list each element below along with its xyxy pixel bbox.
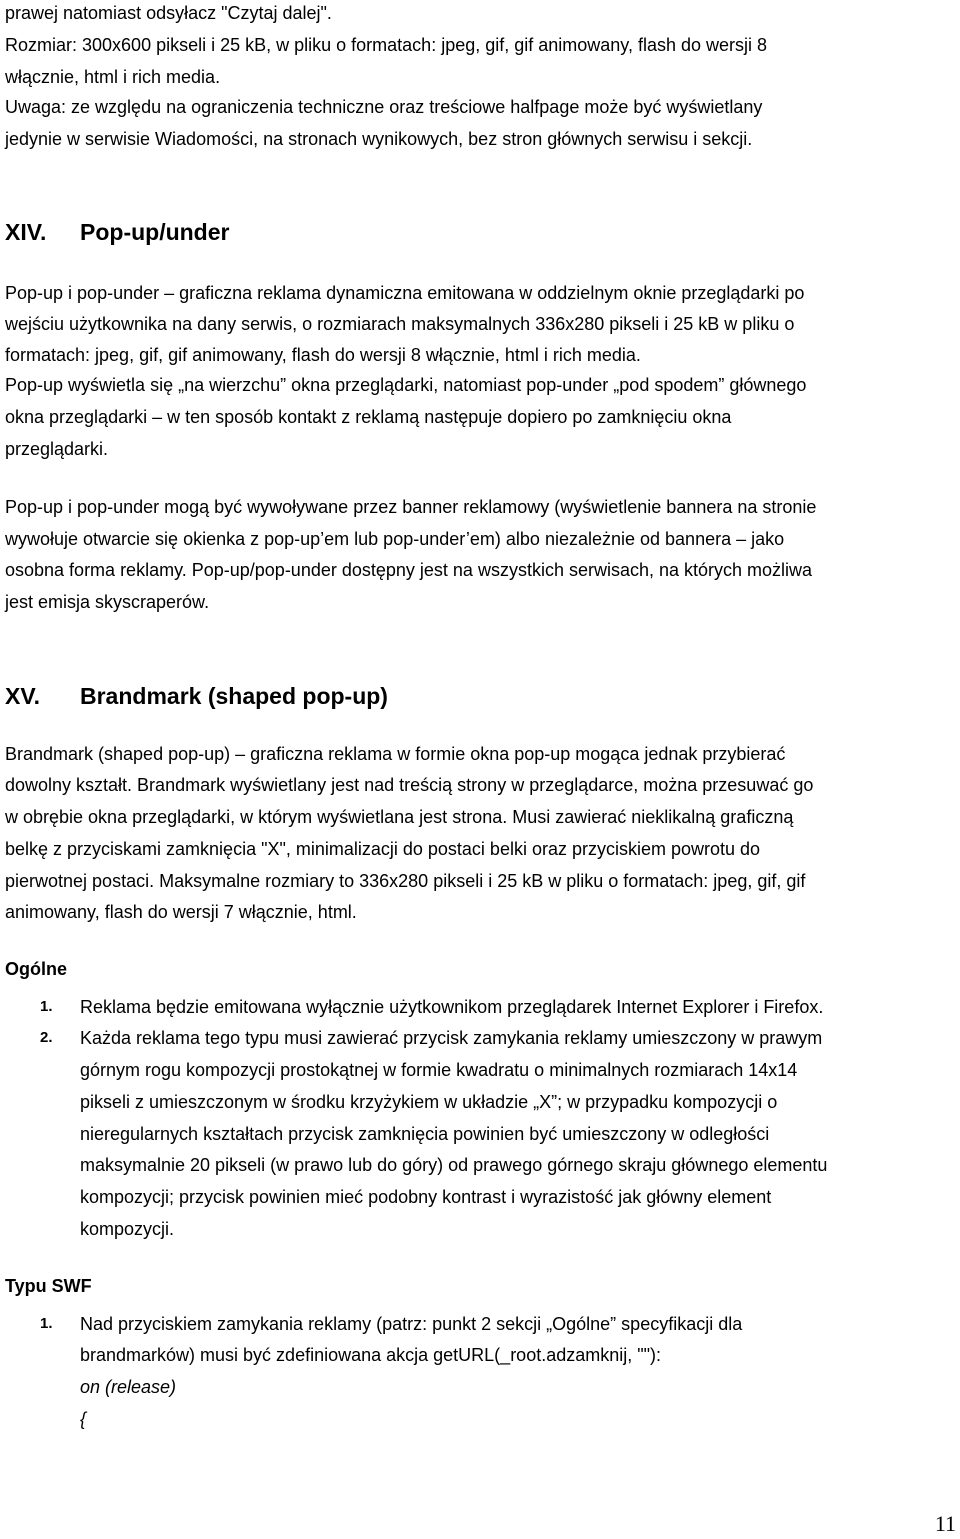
text-line: Pop-up i pop-under mogą być wywoływane przez banner reklamowy (wyświetlenie bannera na stronie — [5, 497, 817, 517]
text-line: belkę z przyciskami zamknięcia "X", minimalizacji do postaci belki oraz przyciskiem powrotu do — [5, 839, 761, 859]
list-item-line: maksymalnie 20 pikseli (w prawo lub do góry) od prawego górnego skraju głównego elementu — [80, 1155, 828, 1175]
list-number: 1. — [40, 1315, 53, 1332]
list-item-line: górnym rogu kompozycji prostokątnej w formie kwadratu o minimalnych rozmiarach 14x14 — [80, 1060, 798, 1080]
text-line: osobna forma reklamy. Pop-up/pop-under dostępny jest na wszystkich serwisach, na których możliwa — [5, 560, 813, 580]
list-number: 1. — [40, 998, 53, 1015]
subsection-heading: Typu SWF — [5, 1276, 92, 1296]
text-line: wywołuje otwarcie się okienka z pop-up’em lub pop-under’em) albo niezależnie od bannera – jako — [5, 529, 785, 549]
code-line: { — [80, 1409, 87, 1429]
list-item-line: pikseli z umieszczonym w środku krzyżykiem w układzie „X”; w przypadku kompozycji o — [80, 1092, 778, 1112]
list-item-line: Reklama będzie emitowana wyłącznie użytkownikom przeglądarek Internet Explorer i Firefox. — [80, 997, 824, 1017]
list-item-line: Nad przyciskiem zamykania reklamy (patrz: punkt 2 sekcji „Ogólne” specyfikacji dla — [80, 1314, 743, 1334]
text-line: jedynie w serwisie Wiadomości, na stronach wynikowych, bez stron głównych serwisu i sekcji. — [5, 129, 753, 149]
text-line: przeglądarki. — [5, 439, 109, 459]
list-item-line: nieregularnych kształtach przycisk zamknięcia powinien być umieszczony w odległości — [80, 1124, 770, 1144]
text-line: pierwotnej postaci. Maksymalne rozmiary to 336x280 pikseli i 25 kB w pliku o formatach: jpeg, gif, gif — [5, 871, 806, 891]
subsection-heading: Ogólne — [5, 959, 67, 979]
list-number: 2. — [40, 1029, 53, 1046]
text-line: dowolny kształt. Brandmark wyświetlany jest nad treścią strony w przeglądarce, można przesuwać go — [5, 775, 814, 795]
text-line: animowany, flash do wersji 7 włącznie, html. — [5, 902, 357, 922]
text-line: Pop-up i pop-under – graficzna reklama dynamiczna emitowana w oddzielnym oknie przeglądarki po — [5, 283, 805, 303]
text-line: formatach: jpeg, gif, gif animowany, flash do wersji 8 włącznie, html i rich media. — [5, 345, 641, 365]
text-line: okna przeglądarki – w ten sposób kontakt z reklamą następuje dopiero po zamknięciu okna — [5, 407, 732, 427]
text-line: Pop-up wyświetla się „na wierzchu” okna przeglądarki, natomiast pop-under „pod spodem” głównego — [5, 375, 807, 395]
text-line: w obrębie okna przeglądarki, w którym wyświetlana jest strona. Musi zawierać nieklikalną graficzną — [5, 807, 794, 827]
text-line: prawej natomiast odsyłacz "Czytaj dalej". — [5, 3, 332, 23]
text-line: Uwaga: ze względu na ograniczenia techniczne oraz treściowe halfpage może być wyświetlany — [5, 97, 763, 117]
text-line: jest emisja skyscraperów. — [5, 592, 210, 612]
code-line: on (release) — [80, 1377, 177, 1397]
text-line: Brandmark (shaped pop-up) – graficzna reklama w formie okna pop-up mogąca jednak przybierać — [5, 744, 786, 764]
list-item-line: Każda reklama tego typu musi zawierać przycisk zamykania reklamy umieszczony w prawym — [80, 1028, 823, 1048]
list-item-line: brandmarków) musi być zdefiniowana akcja getURL(_root.adzamknij, ""): — [80, 1345, 662, 1365]
text-line: wejściu użytkownika na dany serwis, o rozmiarach maksymalnych 336x280 pikseli i 25 kB w pliku o — [5, 314, 795, 334]
list-item-line: kompozycji; przycisk powinien mieć podobny kontrast i wyrazistość jak główny element — [80, 1187, 772, 1207]
text-line: Rozmiar: 300x600 pikseli i 25 kB, w pliku o formatach: jpeg, gif, gif animowany, flash do wersji 8 — [5, 35, 768, 55]
section-title: Pop-up/under — [80, 219, 230, 245]
page-number: 11 — [934, 1511, 956, 1536]
list-item-line: kompozycji. — [80, 1219, 175, 1239]
text-line: włącznie, html i rich media. — [5, 67, 221, 87]
section-title: Brandmark (shaped pop-up) — [80, 683, 388, 709]
section-number: XIV. — [5, 219, 47, 245]
section-number: XV. — [5, 683, 40, 709]
